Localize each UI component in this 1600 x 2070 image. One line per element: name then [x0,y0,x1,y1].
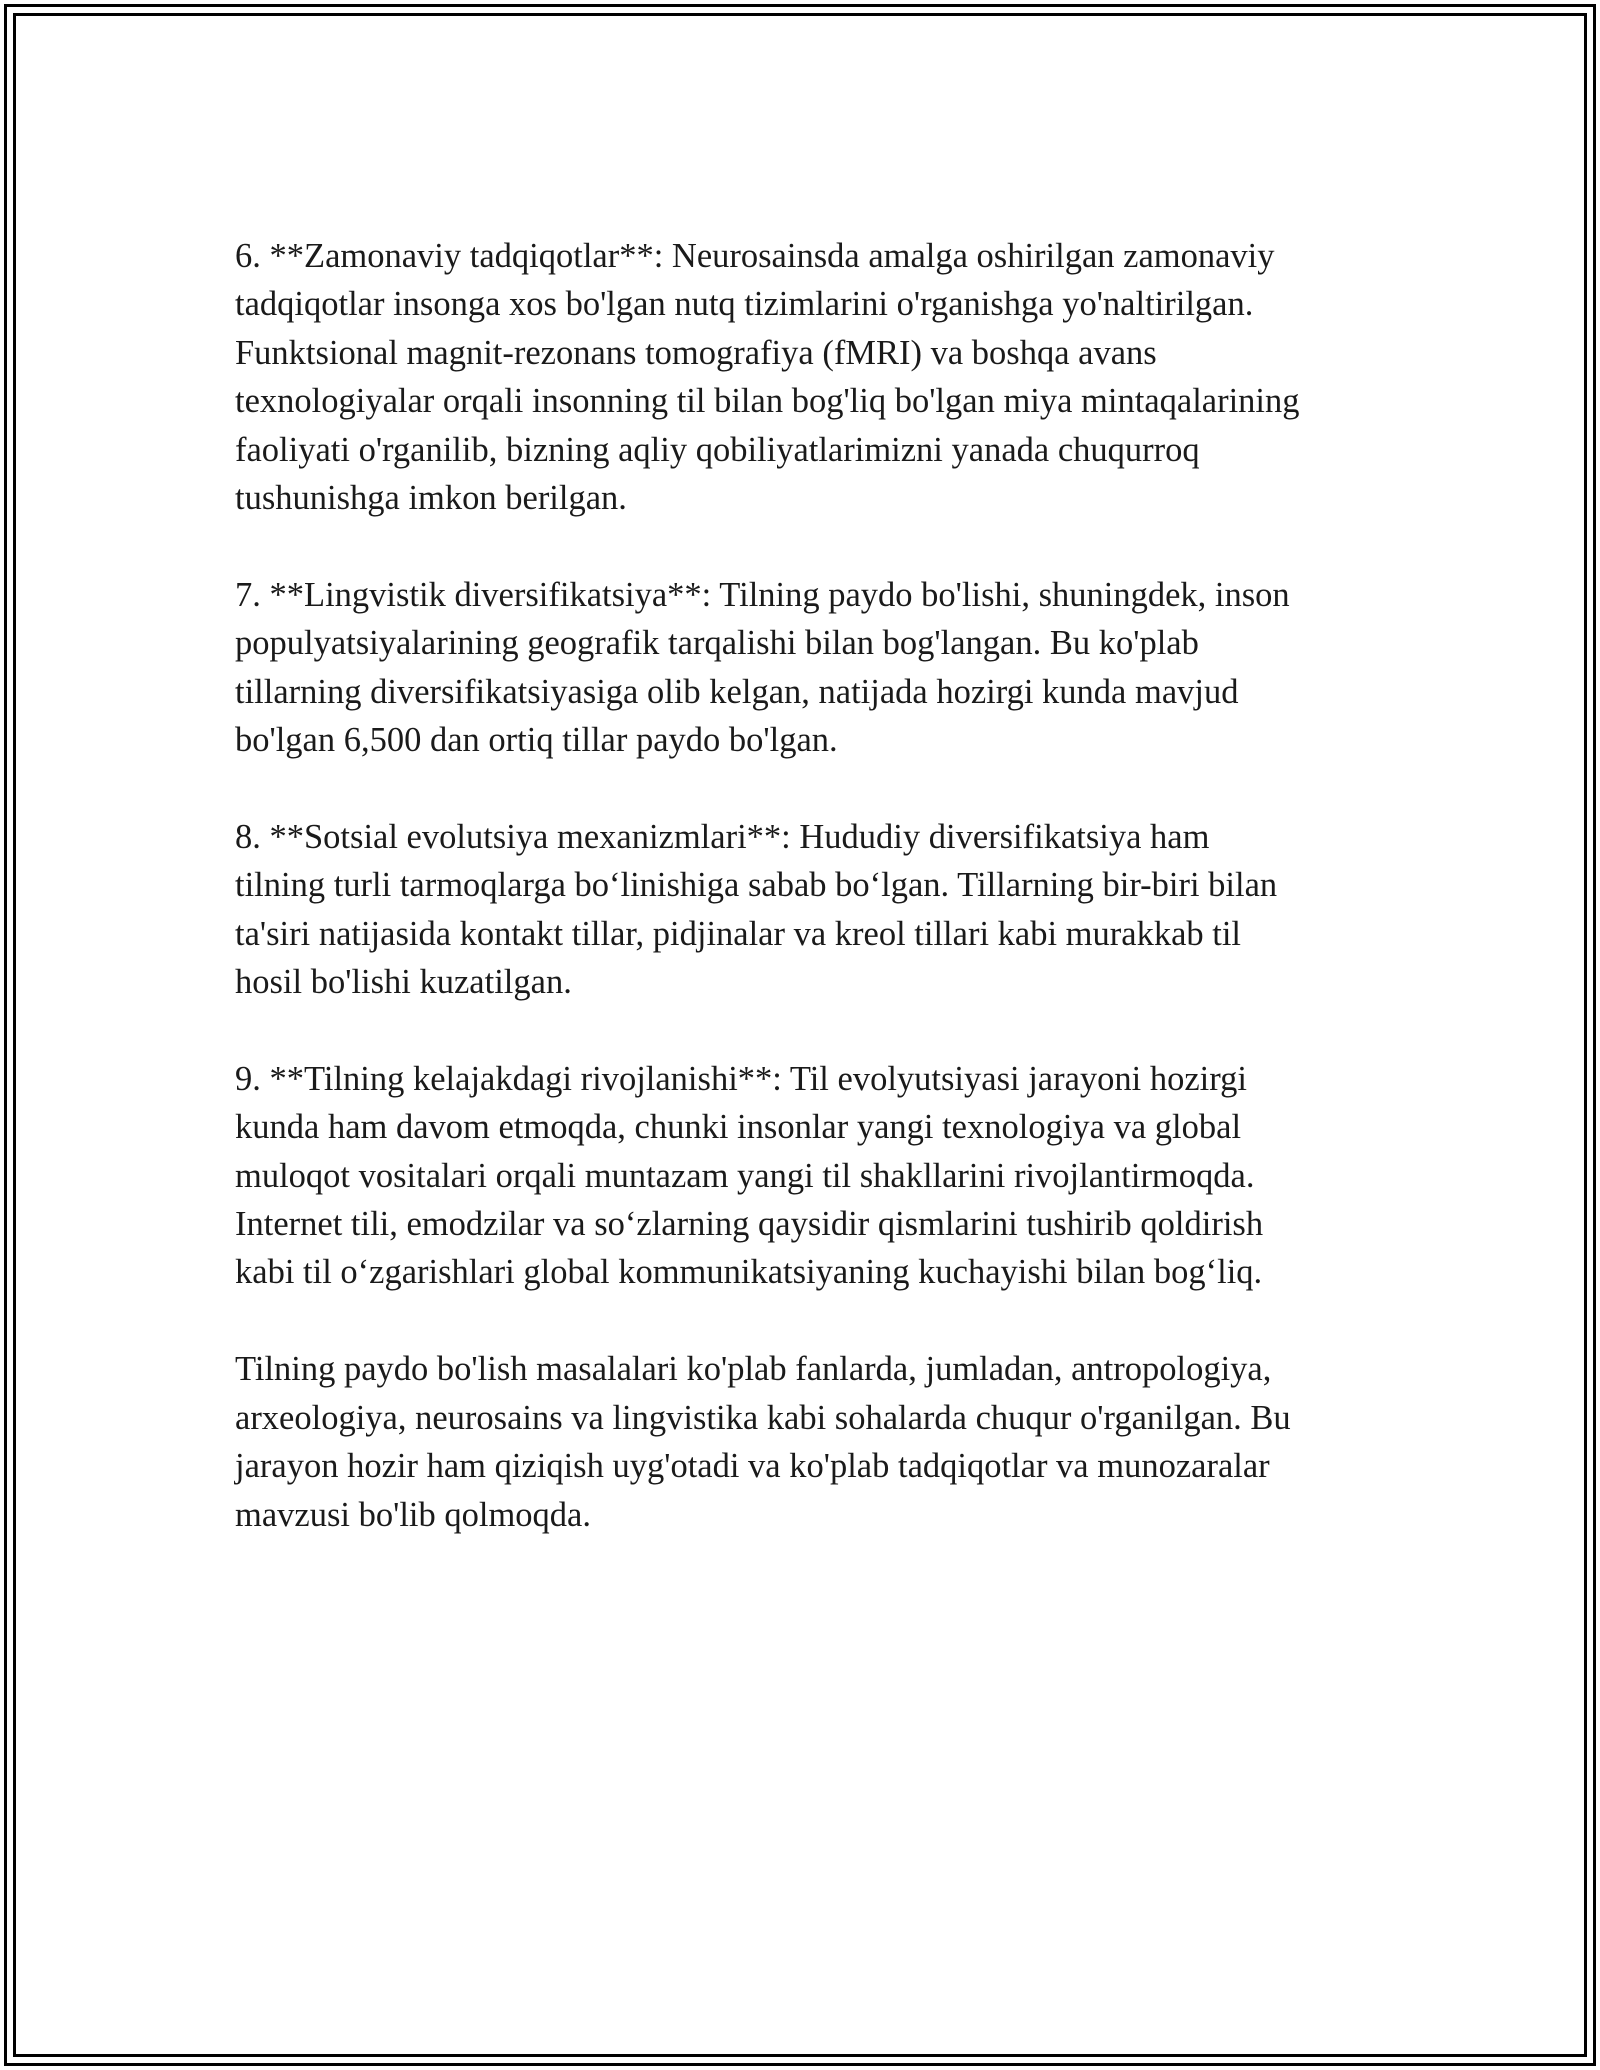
paragraph-conclusion: Tilning paydo bo'lish masalalari ko'plab fanlarda, jumladan, antropologiya, arxeologiya, neurosains va lingvistika kabi sohalarda chuqur o'rganilgan. Bu jarayon hozir ham qiziqish uyg'otadi va ko'plab tadqiqotlar va munozaralar mavzusi bo'lib qolmoqda. [235,1350,1291,1534]
paragraph-social-evolution: 8. **Sotsial evolutsiya mexanizmlari**: Hududiy diversifikatsiya ham tilning turli tarmoqlarga bo‘linishiga sabab bo‘lgan. Tillarning bir-biri bilan ta'siri natijasida kontakt tillar, pidjinalar va kreol tillari kabi murakkab til hosil bo'lishi kuzatilgan. [235,817,1278,1002]
paragraph-future-development: 9. **Tilning kelajakdagi rivojlanishi**: Til evolyutsiyasi jarayoni hozirgi kunda ham davom etmoqda, chunki insonlar yangi texnologiya va global muloqot vositalari orqali muntazam yangi til shakllarini rivojlantirmoqda. Internet tili, emodzilar va so‘zlarning qaysidir qismlarini tushirib qoldirish kabi til o‘zgarishlari global kommunikatsiyaning kuchayishi bilan bog‘liq. [235,1059,1264,1292]
paragraph-linguistic-diversification: 7. **Lingvistik diversifikatsiya**: Tilning paydo bo'lishi, shuningdek, inson populyatsiyalarining geografik tarqalishi bilan bog'langan. Bu ko'plab tillarning diversifikatsiyasiga olib kelgan, natijada hozirgi kunda mavjud bo'lgan 6,500 dan ortiq tillar paydo bo'lgan. [235,575,1290,760]
document-body [235,232,1390,1587]
paragraph-modern-research: 6. **Zamonaviy tadqiqotlar**: Neurosainsda amalga oshirilgan zamonaviy tadqiqotlar insonga xos bo'lgan nutq tizimlarini o'rganishga yo'naltirilgan. Funktsional magnit-rezonans tomografiya (fMRI) va boshqa avans texnologiyalar orqali insonning til bilan bog'liq bo'lgan miya mintaqalarining faoliyati o'rganilib, bizning aqliy qobiliyatlarimizni yanada chuqurroq tushunishga imkon berilgan. [235,237,1300,518]
